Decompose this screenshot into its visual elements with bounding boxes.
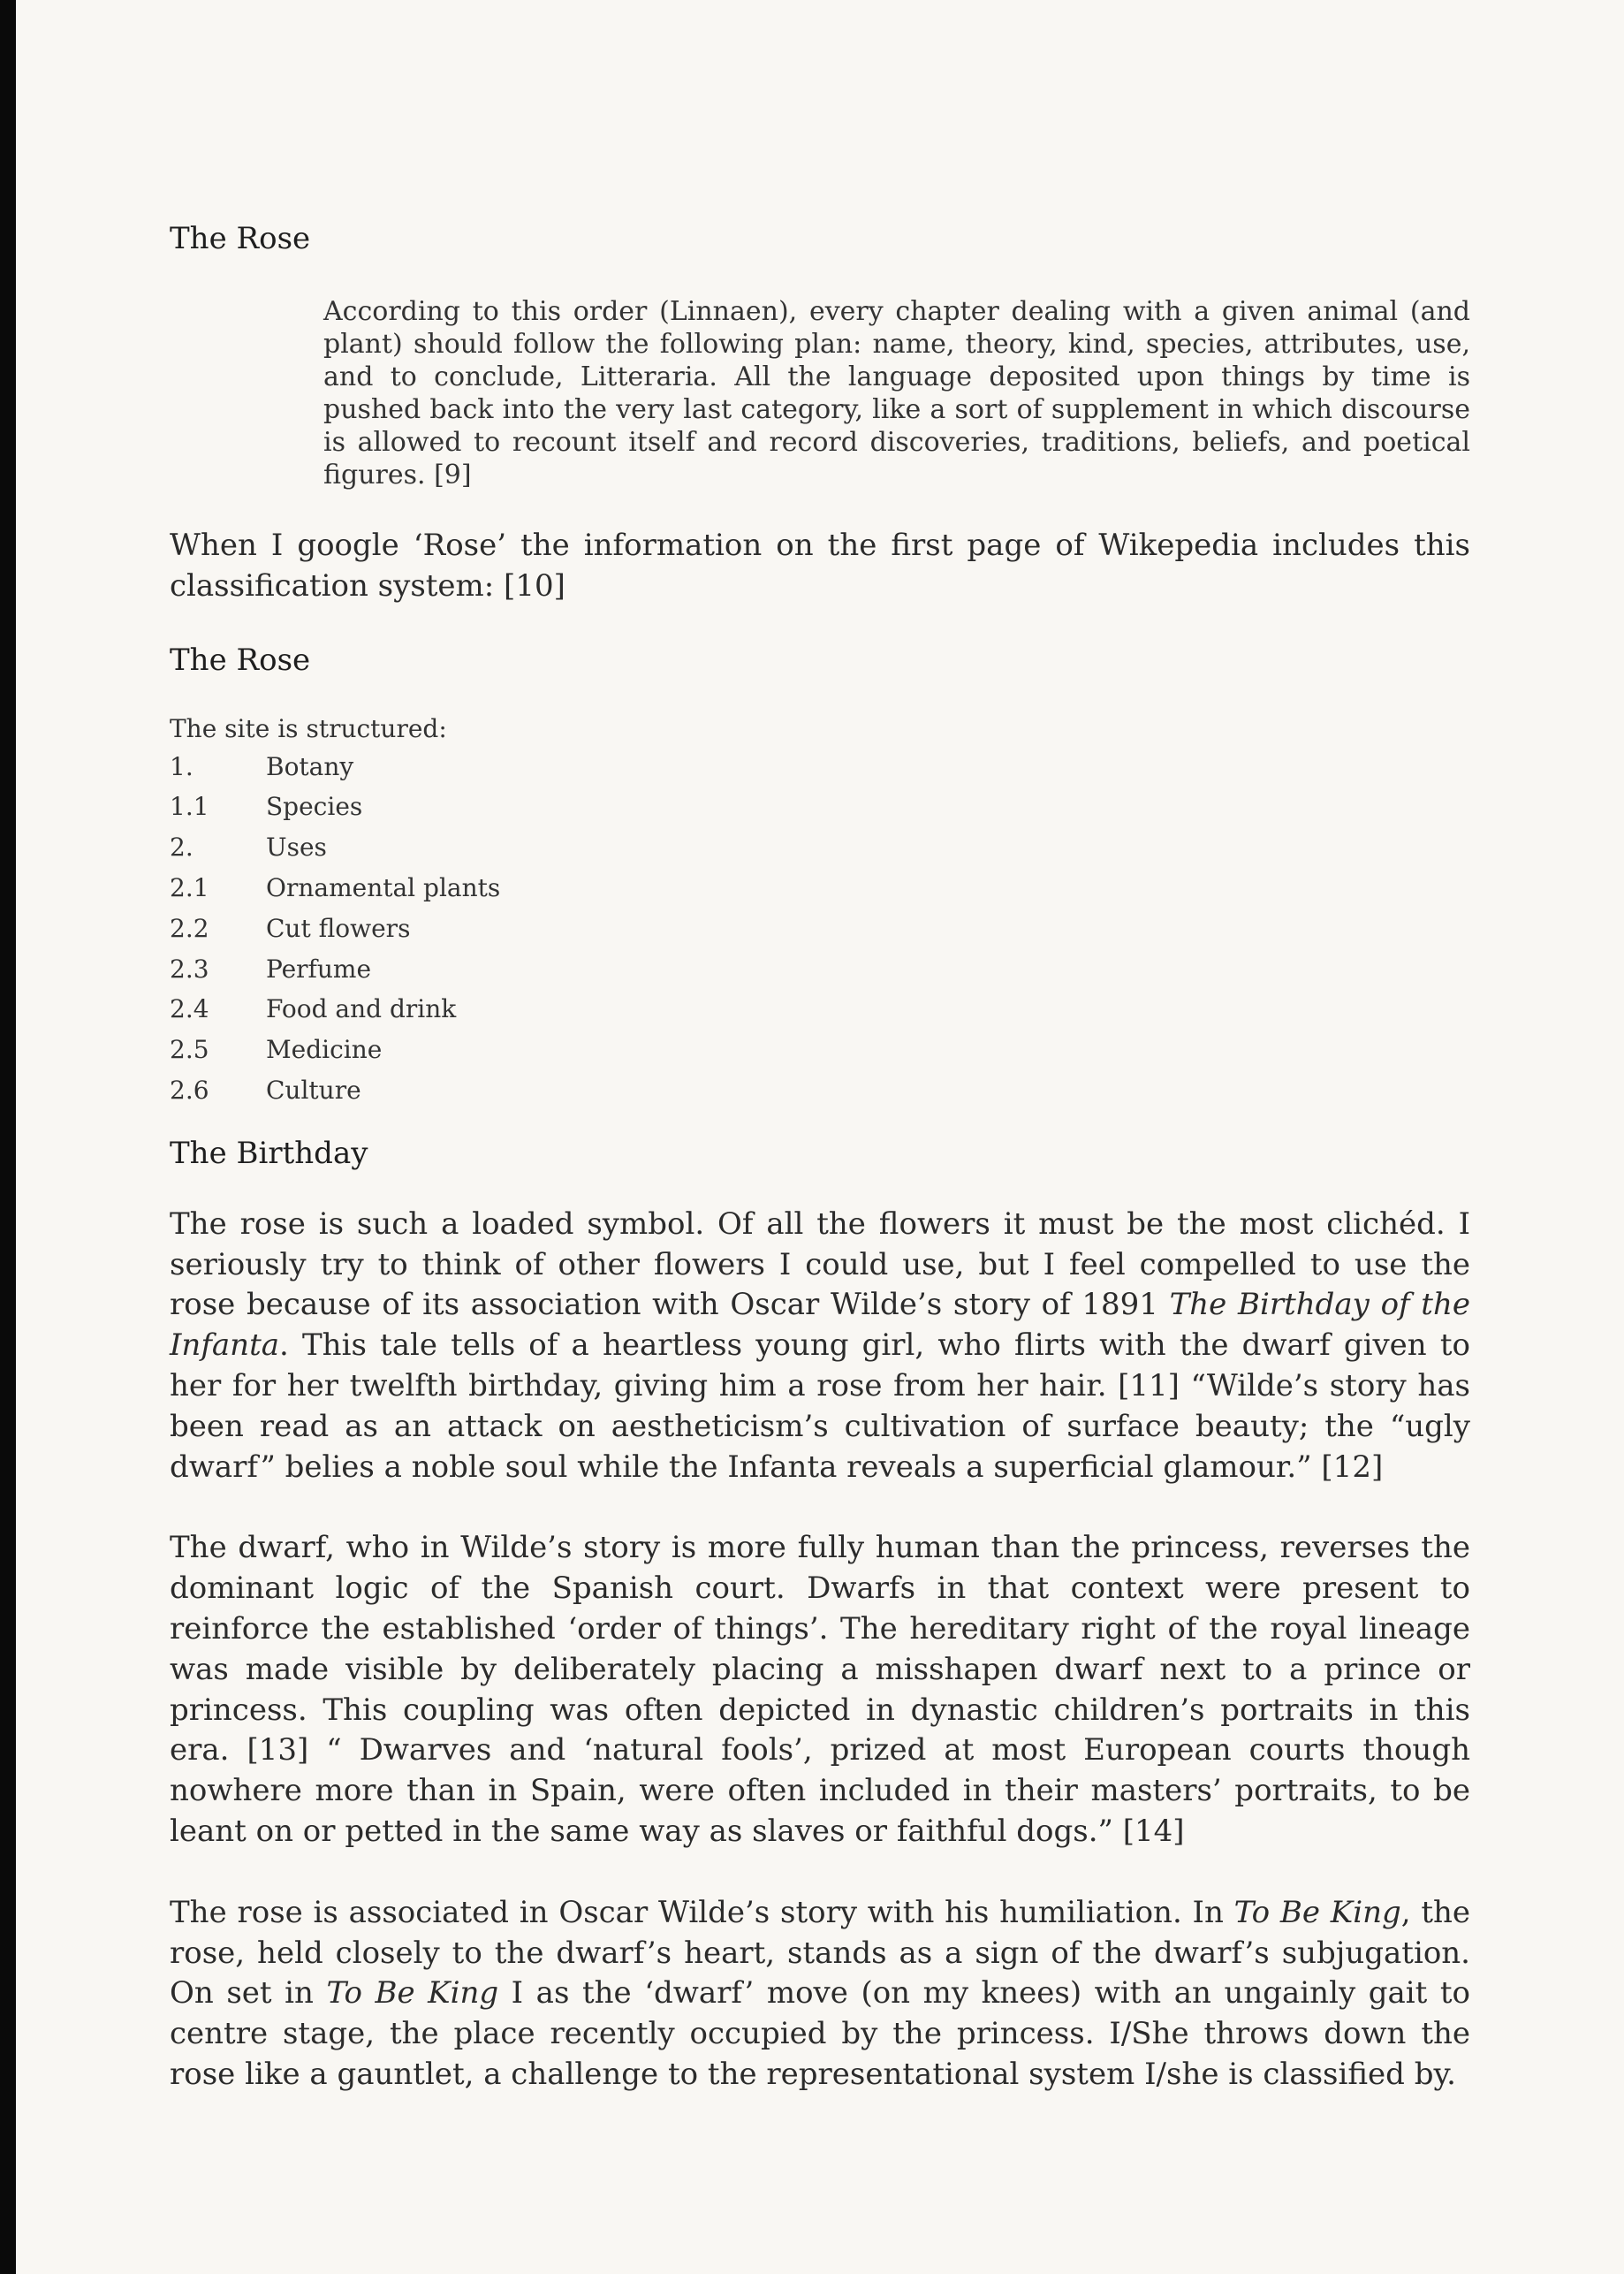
outline-label: Culture [266,1075,361,1105]
outline-intro: The site is structured: [170,713,447,743]
outline-label: Medicine [266,1035,383,1065]
paragraph-text: The rose is associated in Oscar Wilde’s story with his humiliation. In [170,1894,1234,1930]
document-page [170,219,1470,2095]
paragraph-text: I as the ‘dwarf’ move (on my knees) with an ungainly gait to centre stage, the place recently occupied by the princess. I/She throws down the rose like a gauntlet, a challenge to the representational system I/she is classified by. [170,1975,1470,2092]
block-quote: According to this order (Linnaen), every chapter dealing with a given animal (and plant) should follow the following plan: name, theory, kind, species, attributes, use, and to conclude, Litteraria. All the language deposited upon things by time is pushed back into the very last category, like a sort of supplement in which discourse is allowed to recount itself and record discoveries, traditions, beliefs, and poetical figures. [9] [323,296,1470,491]
outline-item [170,868,1470,909]
paragraph-text: The rose is such a loaded symbol. Of all the flowers it must be the most clichéd. I seriously try to think of other flowers I could use, but I feel compelled to use the rose because of its association with Oscar Wilde’s story of 1891 [170,1205,1470,1323]
paragraph-rose-symbol [170,1205,1470,1488]
outline-label: Cut flowers [266,913,411,943]
outline-number: 2.1 [170,872,209,902]
outline-item [170,909,1470,949]
heading-the-birthday: The Birthday [170,1135,368,1171]
outline-item [170,787,1470,827]
outline-number: 1.1 [170,792,209,822]
outline-item [170,949,1470,990]
outline-label: Perfume [266,954,372,984]
outline-number: 2.2 [170,913,209,943]
outline-number: 2.5 [170,1035,209,1065]
paragraph-text: . This tale tells of a heartless young girl, who flirts with the dwarf given to her for her twelfth birthday, giving him a rose from her hair. [11] “Wilde’s story has been read as an attack on aestheticism’s cultivation of surface beauty; the “ugly dwarf” belies a noble soul while the Infanta reveals a superficial glamour.” [12] [170,1327,1470,1485]
outline-number: 2.4 [170,994,209,1024]
book-title: The Birthday of the Infanta [170,1287,1470,1364]
outline-number: 2.3 [170,954,209,984]
google-paragraph: When I google ‘Rose’ the information on the first page of Wikepedia includes this classification system: [10] [170,528,1470,604]
left-edge-bar [0,0,16,2274]
work-title: To Be King [1233,1894,1401,1930]
outline-number: 2. [170,833,194,863]
outline-number: 1. [170,751,194,781]
outline-list [170,747,1470,1111]
outline-item [170,1030,1470,1070]
heading-the-rose-2: The Rose [170,642,311,678]
work-title: To Be King [326,1975,499,2012]
outline-label: Uses [266,833,327,863]
heading-the-rose: The Rose [170,221,311,256]
outline-label: Botany [266,751,354,781]
outline-number: 2.6 [170,1075,209,1105]
paragraph-dwarf: The dwarf, who in Wilde’s story is more fully human than the princess, reverses the dominant logic of the Spanish court. Dwarfs in that context were present to reinforce the established ‘order of things’. The hereditary right of the royal lineage was made visible by deliberately placing a misshapen dwarf next to a prince or princess. This coupling was often depicted in dynastic children’s portraits in this era. [13] “ Dwarves and ‘natural fools’, prized at most European courts though nowhere more than in Spain, were often included in their masters’ portraits, to be leant on or petted in the same way as slaves or faithful dogs.” [14] [170,1530,1470,1849]
outline-item [170,747,1470,787]
paragraph-humiliation [170,1893,1470,2095]
outline-label: Species [266,792,363,822]
outline-item [170,989,1470,1030]
outline-item [170,827,1470,868]
paragraph-text: , the rose, held closely to the dwarf’s heart, stands as a sign of the dwarf’s subjugation. On set in [170,1894,1471,2012]
outline-label: Food and drink [266,994,457,1024]
outline-label: Ornamental plants [266,872,501,902]
outline-item [170,1070,1470,1111]
